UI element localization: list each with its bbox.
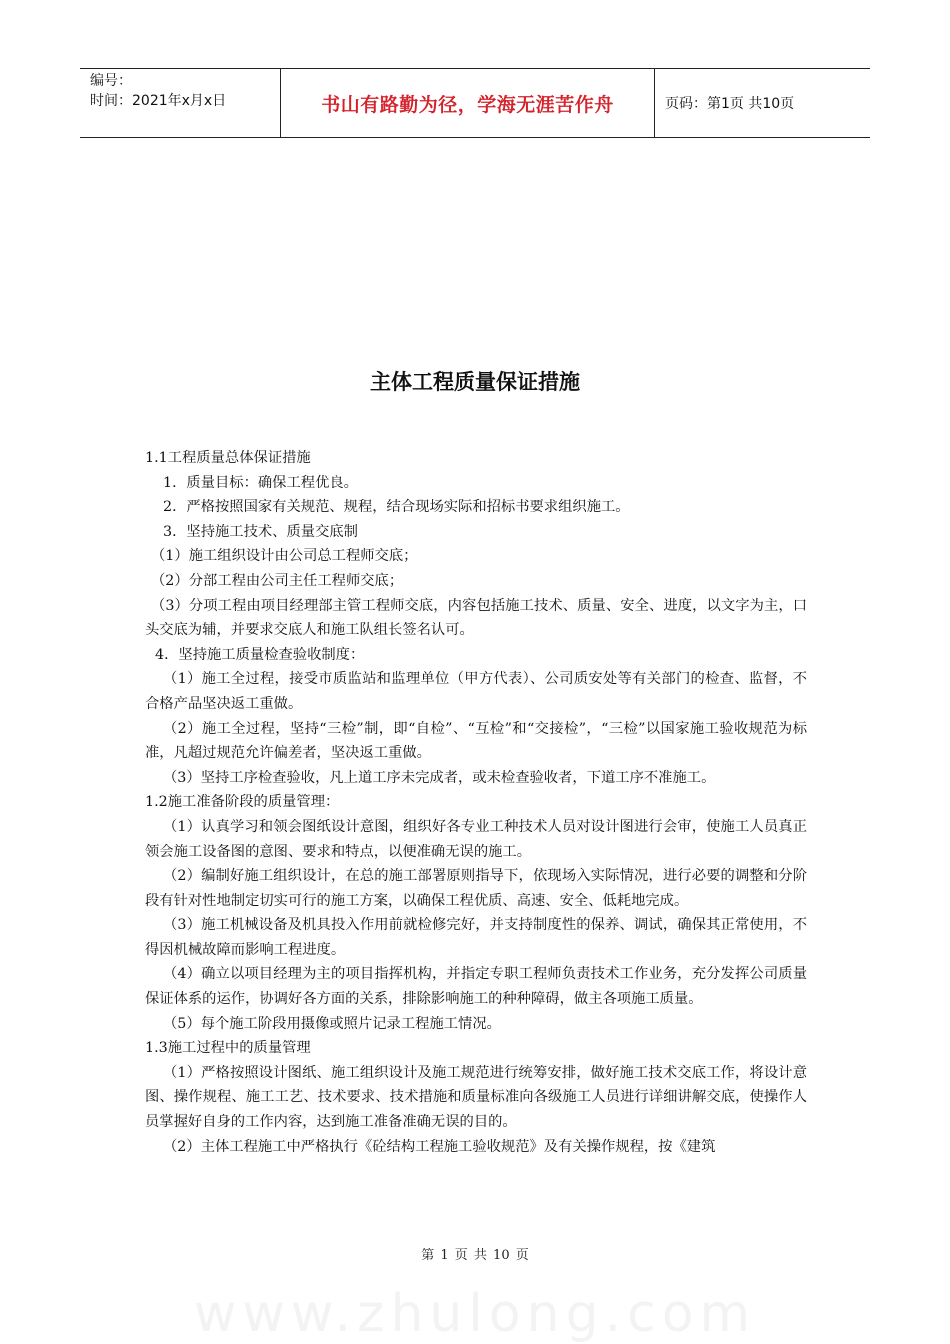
paragraph: （3）坚持工序检查验收，凡上道工序未完成者，或未检查验收者，下道工序不准施工。 bbox=[163, 769, 716, 786]
paragraph: 3．坚持施工技术、质量交底制 bbox=[163, 523, 358, 540]
paragraph: （5）每个施工阶段用摄像或照片记录工程施工情况。 bbox=[163, 1015, 501, 1032]
time-label: 时间：2021年x月x日 bbox=[90, 93, 227, 109]
number-label: 编号： bbox=[90, 73, 132, 89]
section-heading: 1.3施工过程中的质量管理 bbox=[145, 1040, 311, 1057]
page-info: 页码：第1页 共10页 bbox=[665, 96, 795, 112]
paragraph: （3）分项工程由项目经理部主管工程师交底，内容包括施工技术、质量、安全、进度，以文字为主，口头交底为辅，并要求交底人和施工队组长签名认可。 bbox=[145, 597, 807, 639]
header-meta bbox=[80, 69, 281, 137]
paragraph: 2．严格按照国家有关规范、规程，结合现场实际和招标书要求组织施工。 bbox=[163, 499, 630, 516]
paragraph: （2）分部工程由公司主任工程师交底； bbox=[151, 572, 404, 589]
header-table bbox=[80, 68, 870, 138]
document-title: 主体工程质量保证措施 bbox=[370, 370, 580, 394]
paragraph: （2）编制好施工组织设计，在总的施工部署原则指导下，依现场入实际情况，进行必要的调整和分阶段有针对性地制定切实可行的施工方案，以确保工程优质、高速、安全、低耗地完成。 bbox=[145, 868, 807, 909]
paragraph: （3）施工机械设备及机具投入作用前就检修完好，并支持制度性的保养、调试，确保其正常使用，不得因机械故障而影响工程进度。 bbox=[145, 917, 807, 958]
section-heading: 1.1工程质量总体保证措施 bbox=[145, 450, 311, 466]
paragraph: （2）主体工程施工中严格执行《砼结构工程施工验收规范》及有关操作规程，按《建筑 bbox=[163, 1138, 716, 1155]
paragraph: 4．坚持施工质量检查验收制度： bbox=[155, 646, 365, 663]
paragraph: （1）严格按照设计图纸、施工组织设计及施工规范进行统筹安排，做好施工技术交底工作，将设计意图、操作规程、施工工艺、技术要求、技术措施和质量标准向各级施工人员进行详细讲解交底，使操作人员掌握好自身的工作内容，达到施工准备准确无误的目的。 bbox=[145, 1064, 807, 1131]
page-footer: 第 1 页 共 10 页 bbox=[421, 1248, 529, 1263]
watermark: www.zhulong.com bbox=[193, 1284, 757, 1344]
paragraph: （1）施工组织设计由公司总工程师交底； bbox=[151, 548, 418, 565]
section-heading: 1.2施工准备阶段的质量管理： bbox=[145, 794, 340, 811]
motto: 书山有路勤为径，学海无涯苦作舟 bbox=[281, 69, 655, 137]
document-body bbox=[145, 446, 807, 1159]
paragraph: 1．质量目标：确保工程优良。 bbox=[163, 474, 358, 491]
paragraph: （4）确立以项目经理为主的项目指挥机构，并指定专职工程师负责技术工作业务，充分发挥公司质量保证体系的运作，协调好各方面的关系，排除影响施工的种种障碍，做主各项施工质量。 bbox=[145, 966, 807, 1008]
paragraph: （1）施工全过程，接受市质监站和监理单位（甲方代表）、公司质安处等有关部门的检查、监督，不合格产品坚决返工重做。 bbox=[145, 671, 807, 712]
paragraph: （1）认真学习和领会图纸设计意图，组织好各专业工种技术人员对设计图进行会审，使施工人员真正领会施工设备图的意图、要求和特点，以便准确无误的施工。 bbox=[145, 818, 807, 860]
paragraph: （2）施工全过程，坚持“三检”制，即“自检”、“互检”和“交接检”，“三检”以国家施工验收规范为标准，凡超过规范允许偏差者，坚决返工重做。 bbox=[145, 720, 807, 762]
